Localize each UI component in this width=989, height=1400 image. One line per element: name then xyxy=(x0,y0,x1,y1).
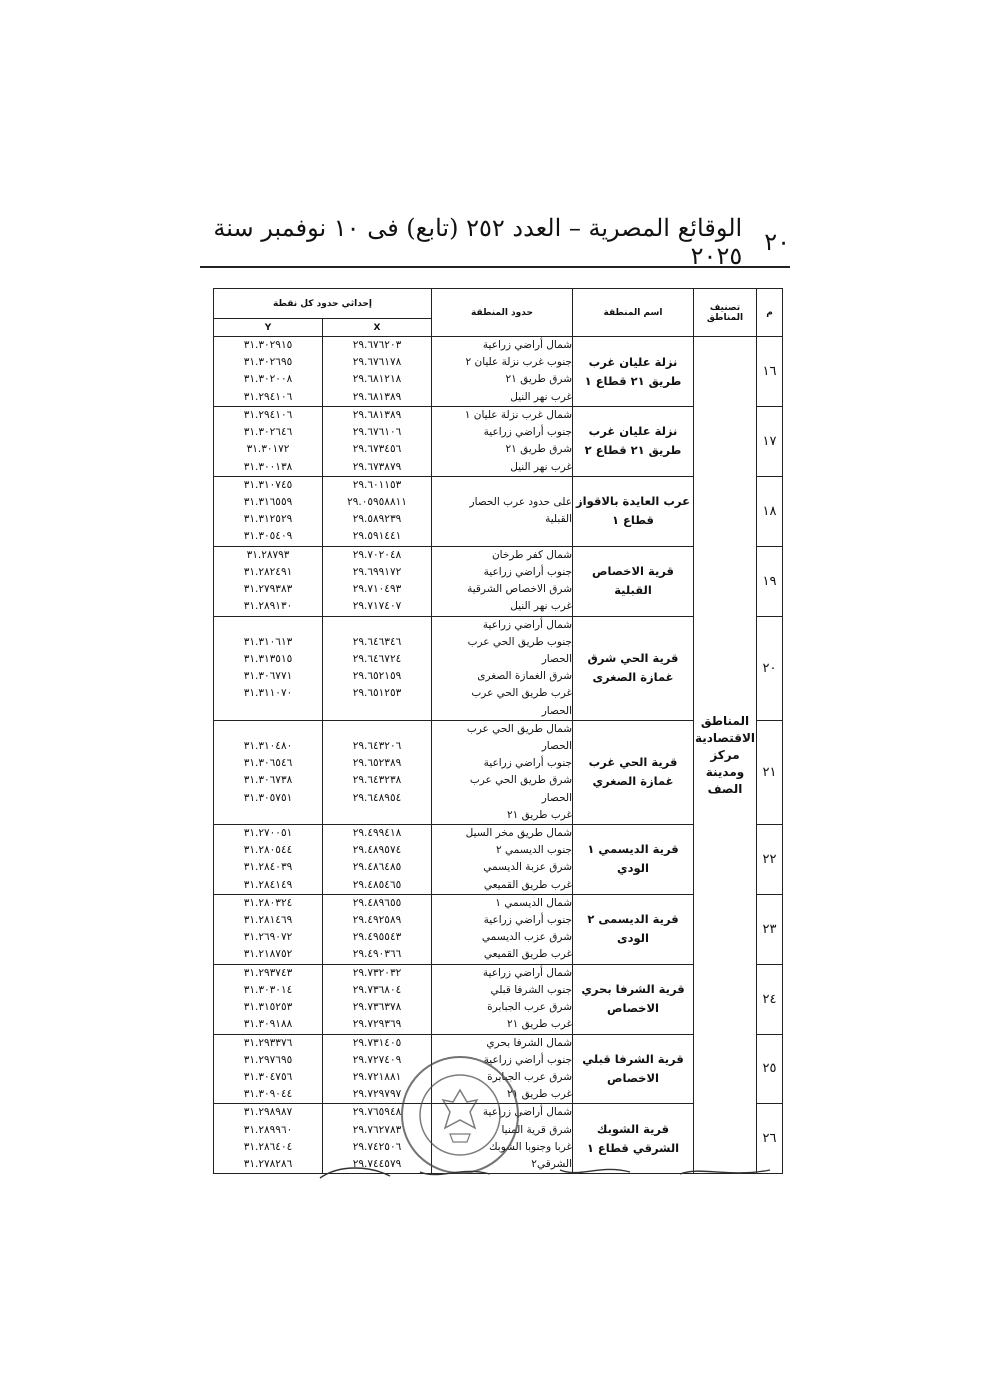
bound-line: شرق عرب الجبابرة xyxy=(487,1070,572,1083)
x-value: ٢٩.٧٣٦٨٠٤ xyxy=(352,983,402,996)
bound-line: جنوب الديسمي ٢ xyxy=(495,844,572,857)
area-name: قرية الشرفا بحري الاخصاص xyxy=(573,964,694,1034)
y-value: ٣١.٢٩٤١٠٦ xyxy=(243,390,293,403)
bound-line: شرق قرية المنيا xyxy=(501,1123,572,1136)
bound-line: القبلية xyxy=(545,513,572,526)
bound-line: غرب طريق القميعي xyxy=(483,948,572,961)
x-value: ٢٩.٧٢٩٧٩٧ xyxy=(352,1088,402,1101)
bound-line: غرب طريق ٢١ xyxy=(507,1088,572,1101)
bound-line: الشرقي٢ xyxy=(531,1157,572,1170)
x-coordinates xyxy=(323,825,432,895)
area-name: قرية الشرفا قبلي الاخصاص xyxy=(573,1034,694,1104)
y-coordinates xyxy=(214,476,323,546)
column-header-classification: تصنيف المناطق xyxy=(694,289,757,337)
x-value: ٢٩.٦٤٦٣٤٦ xyxy=(352,635,402,648)
y-value: ٣١.٢١٨٧٥٢ xyxy=(243,948,293,961)
y-value: ٣١.٣١٢٥٢٩ xyxy=(243,513,293,526)
bound-line xyxy=(432,528,572,545)
column-header-area-name: اسم المنطقة xyxy=(573,289,694,337)
y-value: ٣١.٢٨٦٤٠٤ xyxy=(243,1140,293,1153)
x-value: ٢٩.٦٨١٣٨٩ xyxy=(352,409,402,421)
y-value: ٣١.٢٩٣٣٧٦ xyxy=(243,1036,293,1049)
area-bounds xyxy=(432,1104,573,1174)
bound-line: شمال غرب نزلة عليان ١ xyxy=(464,409,572,421)
x-value: ٢٩.٦٩٩١٧٢ xyxy=(352,565,402,578)
bound-line: غرب طريق القميعي xyxy=(483,878,572,891)
y-value: ٣١.٢٨٢٤٩١ xyxy=(243,565,293,578)
x-coordinates xyxy=(323,720,432,824)
y-value: ٣١.٣٠٤٧٥٦ xyxy=(243,1070,293,1083)
area-name: عرب العايدة بالاقواز قطاع ١ xyxy=(573,476,694,546)
bound-line: جنوب أراضي زراعية xyxy=(483,914,572,927)
row-number: ٢٣ xyxy=(757,894,783,964)
area-bounds xyxy=(432,894,573,964)
x-value: ٢٩.٧٣٢٠٣٢ xyxy=(352,966,402,979)
bound-line: شرق طريق الحي عرب xyxy=(469,774,572,787)
bound-line: جنوب أراضي زراعية xyxy=(483,565,572,578)
y-value: ٣١.٢٩٤١٠٦ xyxy=(243,409,293,421)
x-value: ٢٩.٦٤٦٧٢٤ xyxy=(352,653,402,666)
y-value: ٣١.٣١١٠٧٠ xyxy=(243,687,293,700)
x-value: ٢٩.٤٨٦٤٨٥ xyxy=(352,861,402,874)
header-rule xyxy=(200,266,790,268)
bound-line: غرب طريق الحي عرب xyxy=(471,687,572,700)
row-number: ١٩ xyxy=(757,546,783,616)
x-value: ٢٩.٥٩١٤٤١ xyxy=(352,530,402,543)
x-coordinates xyxy=(323,894,432,964)
x-value: ٢٩.٤٩٢٥٨٩ xyxy=(352,914,402,927)
area-name: قرية الشوبك الشرقي قطاع ١ xyxy=(573,1104,694,1174)
area-bounds xyxy=(432,616,573,720)
bound-line xyxy=(432,477,572,494)
x-value: ٢٩.٤٨٥٤٦٥ xyxy=(352,878,402,891)
area-name: قرية الحي غرب غمازة الصغري xyxy=(573,720,694,824)
page-number: ٢٠ xyxy=(764,228,790,256)
x-value: ٢٩.٧١٧٤٠٧ xyxy=(352,600,402,613)
bound-line: الحصار xyxy=(541,740,572,753)
y-coordinates xyxy=(214,1034,323,1104)
x-coordinates xyxy=(323,1104,432,1174)
x-value: ٢٩.٦٤٨٩٥٤ xyxy=(352,791,402,804)
area-name: نزلة عليان غرب طريق ٢١ قطاع ٢ xyxy=(573,407,694,477)
bound-line: جنوب غرب نزلة عليان ٢ xyxy=(465,356,572,369)
x-value: ٢٩.٦٥٢١٥٩ xyxy=(352,670,402,683)
y-value: ٣١.٣٠٣٠١٤ xyxy=(243,983,293,996)
economic-zones-table xyxy=(213,288,783,1174)
x-value: ٢٩.٧٣٦٣٧٨ xyxy=(352,1001,402,1014)
bound-line: غرب طريق ٢١ xyxy=(507,808,572,821)
page-header-title: الوقائع المصرية – العدد ٢٥٢ (تابع) فى ١٠ نوفمبر سنة ٢٠٢٥ xyxy=(213,214,743,270)
bound-line: شمال الشرفا بحري xyxy=(486,1036,572,1049)
y-value: ٣١.٣٠٢٦٤٦ xyxy=(243,426,293,439)
y-coordinates xyxy=(214,337,323,407)
x-value: ٢٩.٧٢٩٣٦٩ xyxy=(352,1018,402,1031)
area-name: قرية الحي شرق غمازة الصغرى xyxy=(573,616,694,720)
x-value: ٢٩.٦٧٦١٠٦ xyxy=(352,426,402,439)
area-name: قرية الاخصاص القبلية xyxy=(573,546,694,616)
x-coordinates xyxy=(323,546,432,616)
row-number: ١٦ xyxy=(757,337,783,407)
y-value: ٣١.٣٠٢٦٩٥ xyxy=(243,356,293,369)
column-header-area-bounds: حدود المنطقة xyxy=(432,289,573,337)
y-value: ٣١.٣٠٩١٨٨ xyxy=(243,1018,293,1031)
y-coordinates xyxy=(214,964,323,1034)
bound-line: شمال طريق الحي عرب xyxy=(466,722,572,735)
y-value: ٣١.٣٠٦٧٣٨ xyxy=(243,774,293,787)
x-value: ٢٩.٠٥٩٥٨٨١١ xyxy=(347,496,407,509)
x-coordinates xyxy=(323,337,432,407)
row-number: ٢٥ xyxy=(757,1034,783,1104)
x-value: ٢٩.٦٧٣٨٧٩ xyxy=(352,460,402,473)
table-body xyxy=(214,337,783,1174)
bound-line: شمال أراضي زراعية xyxy=(482,339,572,351)
x-value: ٢٩.٧١٠٤٩٣ xyxy=(352,583,402,596)
area-bounds xyxy=(432,1034,573,1104)
bound-line: الحصار xyxy=(541,704,572,717)
y-value: ٣١.٣١٣٥١٥ xyxy=(243,653,293,666)
x-value: ٢٩.٥٨٩٢٣٩ xyxy=(352,513,402,526)
x-coordinates xyxy=(323,407,432,477)
x-value: ٢٩.٦٧٣٤٥٦ xyxy=(352,443,402,456)
bound-line: غرب نهر النيل xyxy=(510,390,572,403)
bound-line: جنوب أراضي زراعية xyxy=(483,1053,572,1066)
x-value: ٢٩.٧٣١٤٠٥ xyxy=(352,1036,402,1049)
y-value: ٣١.٢٩٣٧٤٣ xyxy=(243,966,293,979)
y-value: ٣١.٣٠٥٧٥١ xyxy=(243,791,293,804)
area-name: قرية الديسمى ٢ الودى xyxy=(573,894,694,964)
y-value: ٣١.٣٠٩٠٤٤ xyxy=(243,1088,293,1101)
column-header-coordinates: إحداثي حدود كل نقطة xyxy=(214,289,432,319)
bound-line: غرب نهر النيل xyxy=(510,600,572,613)
x-value: ٢٩.٧٦٥٩٤٨ xyxy=(352,1106,402,1119)
bound-line: شمال كفر طرخان xyxy=(491,548,572,561)
zone-classification: المناطق الاقتصادية مركز ومدينة الصف xyxy=(694,337,757,1174)
y-value: ٣١.٢٨٠٥٤٤ xyxy=(243,844,293,857)
bound-line: شرق طريق ٢١ xyxy=(505,373,572,386)
x-value: ٢٩.٦٤٣٢٣٨ xyxy=(352,774,402,787)
area-bounds xyxy=(432,546,573,616)
bound-line: جنوب أراضي زراعية xyxy=(483,426,572,439)
bound-line: شرق طريق ٢١ xyxy=(505,443,572,456)
y-value: ٣١.٣١٦٥٥٩ xyxy=(243,496,293,509)
bound-line: شمال أراضي زراعية xyxy=(482,618,572,631)
y-value: ٣١.٢٧٩٣٨٣ xyxy=(243,583,293,596)
y-value: ٣١.٢٨١٤٦٩ xyxy=(243,914,293,927)
y-value: ٣١.٢٨٠٣٢٤ xyxy=(243,896,293,909)
x-value: ٢٩.٦٤٣٢٠٦ xyxy=(352,740,402,753)
area-bounds xyxy=(432,476,573,546)
y-value: ٣١.٣٠٠١٣٨ xyxy=(243,460,293,473)
bound-line: شرق الاخصاص الشرقية xyxy=(467,583,572,596)
area-bounds xyxy=(432,825,573,895)
row-number: ٢١ xyxy=(757,720,783,824)
column-header-x: X xyxy=(323,319,432,337)
table-header-row xyxy=(214,289,783,319)
x-value: ٢٩.٦٧٦٢٠٣ xyxy=(352,339,402,351)
bound-line: شرق الغمازة الصغرى xyxy=(477,670,572,683)
x-value: ٢٩.٦٨١٢١٨ xyxy=(352,373,402,386)
area-name: قرية الديسمي ١ الودي xyxy=(573,825,694,895)
y-value: ٣١.٢٨٩١٣٠ xyxy=(243,600,293,613)
y-value: ٣١.٣٠١٧٢ xyxy=(246,443,290,456)
y-value: ٣١.٢٧٠٠٥١ xyxy=(243,827,293,840)
y-value: ٣١.٢٧٨٢٨٦ xyxy=(243,1157,293,1170)
row-number: ٢٤ xyxy=(757,964,783,1034)
y-value: ٣١.٢٨٩٩٦٠ xyxy=(243,1123,293,1136)
x-value: ٢٩.٦٥٢٣٨٩ xyxy=(352,757,402,770)
bound-line: جنوب أراضي زراعية xyxy=(483,757,572,770)
area-bounds xyxy=(432,964,573,1034)
x-coordinates xyxy=(323,964,432,1034)
y-value: ٣١.٣١٠٦١٣ xyxy=(243,635,293,648)
x-value: ٢٩.٦٥١٢٥٣ xyxy=(352,687,402,700)
column-header-number: م xyxy=(757,289,783,337)
x-value: ٢٩.٤٩٥٥٤٣ xyxy=(352,931,402,944)
y-value: ٣١.٣١٠٤٨٠ xyxy=(243,740,293,753)
x-coordinates xyxy=(323,1034,432,1104)
bound-line: الحصار xyxy=(541,653,572,666)
y-coordinates xyxy=(214,825,323,895)
bound-line: غربا وجنوبا الشوبك xyxy=(488,1140,572,1153)
y-value: ٣١.٢٨٧٩٣ xyxy=(246,548,290,561)
y-coordinates xyxy=(214,407,323,477)
bound-line: على حدود عرب الحصار xyxy=(469,496,572,509)
row-number: ٢٢ xyxy=(757,825,783,895)
y-value: ٣١.٣٠٦٥٤٦ xyxy=(243,757,293,770)
bound-line: شمال الديسمي ١ xyxy=(495,896,572,909)
y-value: ٣١.٣١٠٧٤٥ xyxy=(243,478,293,491)
bound-line: جنوب طريق الحي عرب xyxy=(467,635,572,648)
y-value: ٣١.٣١٥٢٥٣ xyxy=(243,1001,293,1014)
y-coordinates xyxy=(214,546,323,616)
bound-line: الحصار xyxy=(541,791,572,804)
bound-line: غرب طريق ٢١ xyxy=(507,1018,572,1031)
table-row xyxy=(214,337,783,407)
row-number: ٢٦ xyxy=(757,1104,783,1174)
bound-line: شمال أراضي زراعية xyxy=(482,966,572,979)
row-number: ١٨ xyxy=(757,476,783,546)
x-value: ٢٩.٦٠١١٥٣ xyxy=(352,478,402,491)
bound-line: شرق عرب الجبابرة xyxy=(487,1001,572,1014)
y-value: ٣١.٣٠٦٧٧١ xyxy=(243,670,293,683)
y-value xyxy=(214,617,322,634)
x-value: ٢٩.٧٢٧٤٠٩ xyxy=(352,1053,402,1066)
area-bounds xyxy=(432,720,573,824)
area-name: نزلة عليان غرب طريق ٢١ قطاع ١ xyxy=(573,337,694,407)
bound-line: شرق عزب الديسمي xyxy=(481,931,572,944)
y-value: ٣١.٢٩٧٦٩٥ xyxy=(243,1053,293,1066)
y-value: ٣١.٢٩٨٩٨٧ xyxy=(243,1106,293,1119)
x-value xyxy=(323,617,431,634)
y-value: ٣١.٢٦٩٠٧٢ xyxy=(243,931,293,944)
bound-line: شمال أراضي زراعية xyxy=(482,1106,572,1119)
y-value: ٣١.٣٠٥٤٠٩ xyxy=(243,530,293,543)
x-coordinates xyxy=(323,616,432,720)
row-number: ١٧ xyxy=(757,407,783,477)
x-value: ٢٩.٦٨١٣٨٩ xyxy=(352,390,402,403)
x-value: ٢٩.٧٤٤٥٧٩ xyxy=(352,1157,402,1170)
x-value: ٢٩.٧٤٢٥٠٦ xyxy=(352,1140,402,1153)
bound-line: جنوب الشرفا قبلي xyxy=(490,983,572,996)
bound-line: غرب نهر النيل xyxy=(510,460,572,473)
y-coordinates xyxy=(214,720,323,824)
x-value xyxy=(323,721,431,738)
x-value: ٢٩.٦٧٦١٧٨ xyxy=(352,356,402,369)
x-value: ٢٩.٧٦٢٧٨٣ xyxy=(352,1123,402,1136)
area-bounds xyxy=(432,407,573,477)
x-value: ٢٩.٤٩٠٣٦٦ xyxy=(352,948,402,961)
bound-line: شرق عزبة الديسمي xyxy=(483,861,572,874)
y-value: ٣١.٣٠٢٠٠٨ xyxy=(243,373,293,386)
row-number: ٢٠ xyxy=(757,616,783,720)
x-value: ٢٩.٤٨٩٦٥٥ xyxy=(352,896,402,909)
page-header xyxy=(200,214,790,270)
x-value: ٢٩.٤٨٩٥٧٤ xyxy=(352,844,402,857)
x-value: ٢٩.٧٢١٨٨١ xyxy=(352,1070,402,1083)
y-value: ٣١.٢٨٤٠٣٩ xyxy=(243,861,293,874)
column-header-y: Y xyxy=(214,319,323,337)
bound-line: شمال طريق مخر السيل xyxy=(465,827,572,840)
y-coordinates xyxy=(214,1104,323,1174)
y-coordinates xyxy=(214,616,323,720)
y-value: ٣١.٢٨٤١٤٩ xyxy=(243,878,293,891)
y-value xyxy=(214,721,322,738)
area-bounds xyxy=(432,337,573,407)
y-value: ٣١.٣٠٢٩١٥ xyxy=(243,339,293,351)
y-coordinates xyxy=(214,894,323,964)
x-value: ٢٩.٤٩٩٤١٨ xyxy=(352,827,402,840)
x-coordinates xyxy=(323,476,432,546)
x-value: ٢٩.٧٠٢٠٤٨ xyxy=(352,548,402,561)
